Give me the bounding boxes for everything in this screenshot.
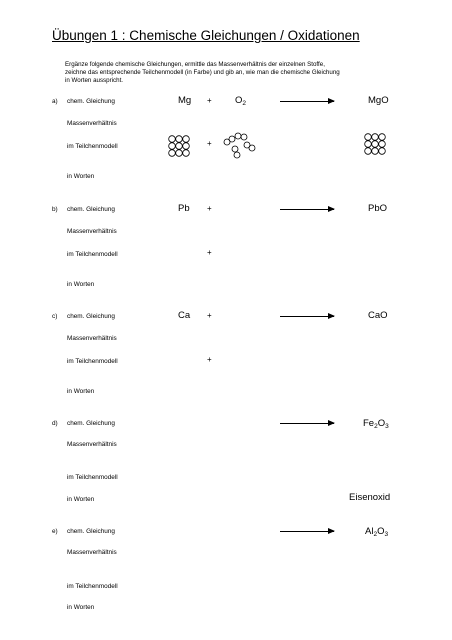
exercise-d-letter: d) bbox=[52, 420, 58, 427]
exercise-e-letter: e) bbox=[52, 528, 58, 535]
exercise-a-product: MgO bbox=[368, 95, 389, 106]
exercise-e-words-label: in Worten bbox=[67, 604, 95, 611]
instructions bbox=[65, 61, 340, 85]
exercise-e-arrow bbox=[280, 531, 334, 532]
exercise-a-letter: a) bbox=[52, 98, 58, 105]
exercise-c-product: CaO bbox=[368, 310, 388, 321]
exercise-c-chem-label: chem. Gleichung bbox=[67, 313, 115, 320]
mg-particle-model bbox=[168, 135, 192, 159]
exercise-c-arrow bbox=[280, 316, 334, 317]
exercise-e-mass-label: Massenverhältnis bbox=[67, 549, 117, 556]
exercise-d-product: $Fe_2O_3$ bbox=[363, 418, 389, 430]
exercise-a-model-label: im Teilchenmodell bbox=[67, 143, 118, 150]
exercise-a-reactant2: $O_2$ bbox=[235, 95, 247, 107]
exercise-b-chem-label: chem. Gleichung bbox=[67, 206, 115, 213]
exercise-c-letter: c) bbox=[52, 313, 58, 320]
exercise-b-reactant1: Pb bbox=[178, 203, 190, 214]
exercise-b-plus: + bbox=[207, 204, 212, 213]
exercise-b-letter: b) bbox=[52, 206, 58, 213]
exercise-b-model-plus: + bbox=[207, 248, 212, 257]
exercise-b-mass-label: Massenverhältnis bbox=[67, 228, 117, 235]
exercise-d-model-label: im Teilchenmodell bbox=[67, 474, 118, 481]
exercise-e-model-label: im Teilchenmodell bbox=[67, 583, 118, 590]
exercise-a-model-plus: + bbox=[207, 139, 212, 148]
exercise-c-reactant1: Ca bbox=[178, 310, 191, 321]
exercise-d-words-label: in Worten bbox=[67, 496, 95, 503]
o2-particle-model bbox=[222, 131, 256, 161]
exercise-e-product: $Al_2O_3$ bbox=[365, 526, 389, 538]
exercise-e-chem-label: chem. Gleichung bbox=[67, 528, 115, 535]
exercise-d-chem-label: chem. Gleichung bbox=[67, 420, 115, 427]
exercise-a-chem-label: chem. Gleichung bbox=[67, 98, 115, 105]
exercise-a-reactant1: Mg bbox=[178, 95, 192, 106]
exercise-b-arrow bbox=[280, 209, 334, 210]
mgo-particle-model bbox=[364, 133, 390, 159]
instructions-line: in Worten ausspricht. bbox=[65, 77, 124, 84]
instructions-line: zeichne das entsprechende Teilchenmodell (in Farbe) und gib an, wie man die chemische Gleichung bbox=[65, 69, 340, 76]
exercise-d-mass-label: Massenverhältnis bbox=[67, 441, 117, 448]
exercise-c-words-label: in Worten bbox=[67, 388, 95, 395]
exercise-a-plus: + bbox=[207, 96, 212, 105]
exercise-c-model-label: im Teilchenmodell bbox=[67, 358, 118, 365]
instructions-line: Ergänze folgende chemische Gleichungen, ermittle das Massenverhältnis der einzelnen Stoffe, bbox=[65, 61, 325, 68]
exercise-d-arrow bbox=[280, 423, 334, 424]
exercise-a-words-label: in Worten bbox=[67, 173, 95, 180]
exercise-a-arrow bbox=[280, 101, 334, 102]
exercise-b-model-label: im Teilchenmodell bbox=[67, 251, 118, 258]
exercise-b-product: PbO bbox=[368, 203, 388, 214]
exercise-c-plus: + bbox=[207, 311, 212, 320]
exercise-a-mass-label: Massenverhältnis bbox=[67, 120, 117, 127]
exercise-b-words-label: in Worten bbox=[67, 281, 95, 288]
page-title: Übungen 1 : Chemische Gleichungen / Oxidationen bbox=[52, 28, 360, 43]
exercise-d-words-answer: Eisenoxid bbox=[349, 492, 391, 503]
exercise-c-model-plus: + bbox=[207, 355, 212, 364]
exercise-c-mass-label: Massenverhältnis bbox=[67, 335, 117, 342]
